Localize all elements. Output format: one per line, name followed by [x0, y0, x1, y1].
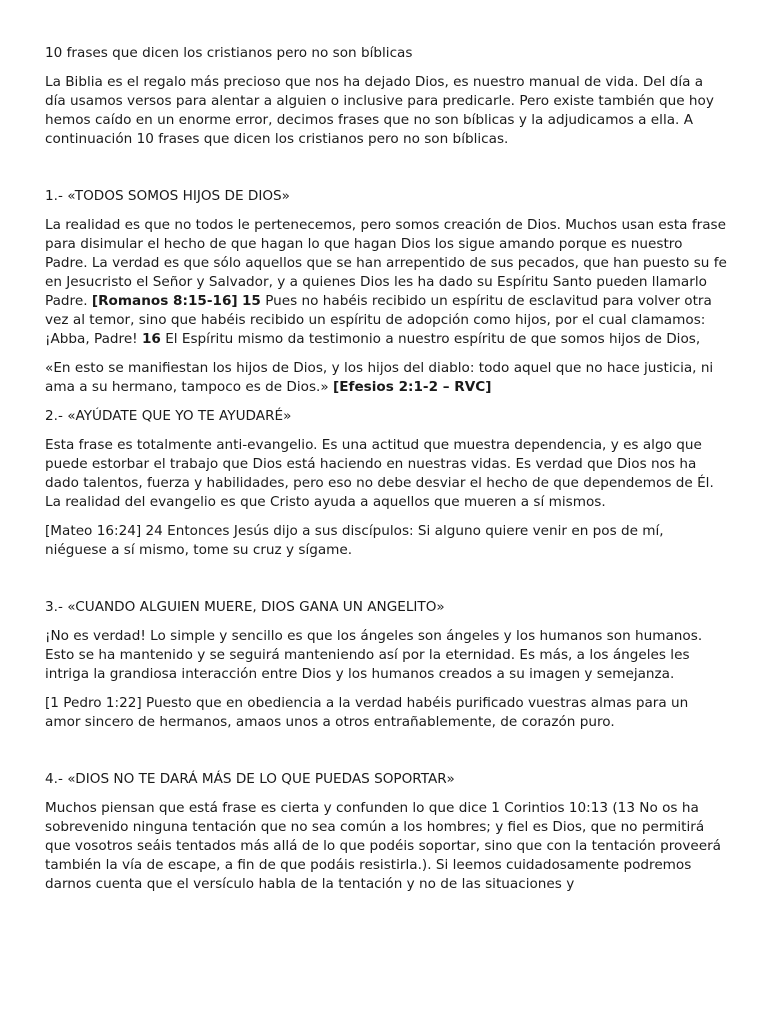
verse-16-text: El Espíritu mismo da testimonio a nuestro espíritu de que somos hijos de Dios,: [160, 331, 701, 347]
quote-text: «En esto se manifiestan los hijos de Dios, y los hijos del diablo: todo aquel que no hace justicia, ni ama a su hermano, tampoco es de Dios.»: [45, 360, 714, 395]
efesios-reference: [Efesios 2:1-2 – RVC]: [333, 379, 492, 395]
section-1-body-text: La realidad es que no todos le pertenecemos, pero somos creación de Dios. Muchos usan esta frase para disimular el hecho de que hagan lo que hagan Dios los sigue amando porque es nuestro Padre. La verdad es que sólo aquellos que se han arrepentido de sus pecados, que han puesto su fe en Jesucristo el Señor y Salvador, y a quienes Dios les ha dado su Espíritu Santo pueden llamarlo Padre.: [45, 217, 727, 309]
document-title: 10 frases que dicen los cristianos pero no son bíblicas: [45, 45, 413, 61]
romanos-reference: [Romanos 8:15-16]: [91, 293, 238, 309]
verse-15-text: Pues no habéis recibido un espíritu de esclavitud para volver otra vez al temor, sino que habéis recibido un espíritu de adopción como hijos, por el cual clamamos: ¡Abba, Padre!: [45, 293, 712, 347]
intro-paragraph: La Biblia es el regalo más precioso que nos ha dejado Dios, es nuestro manual de vida. Del día a día usamos versos para alentar a alguien o inclusive para predicarle. Pero existe también que hoy hemos caído en un enorme error, decimos frases que no son bíblicas y la adjudicamos a ella. A continuación 10 frases que dicen los cristianos pero no son bíblicas.: [45, 74, 714, 147]
section-2-verse: [Mateo 16:24] 24 Entonces Jesús dijo a sus discípulos: Si alguno quiere venir en pos de mí, niéguese a sí mismo, tome su cruz y sígame.: [45, 523, 664, 558]
verse-number-16: 16: [141, 331, 161, 347]
section-4-heading: 4.- «DIOS NO TE DARÁ MÁS DE LO QUE PUEDAS SOPORTAR»: [45, 771, 455, 787]
section-3-body: ¡No es verdad! Lo simple y sencillo es que los ángeles son ángeles y los humanos son humanos. Esto se ha mantenido y se seguirá manteniendo así por la eternidad. Es más, a los ángeles les intriga la grandiosa interacción entre Dios y los humanos creados a su imagen y semejanza.: [45, 628, 703, 682]
section-1-body: [45, 216, 728, 349]
section-1-quote: [45, 359, 728, 397]
section-2-heading: 2.- «AYÚDATE QUE YO TE AYUDARÉ»: [45, 408, 292, 424]
spacer: [45, 742, 728, 770]
section-4-body: Muchos piensan que está frase es cierta y confunden lo que dice 1 Corintios 10:13 (13 No os ha sobrevenido ninguna tentación que no sea común a los hombres; y fiel es Dios, que no permitirá que vosotros seáis tentados más allá de lo que podéis soportar, sino que con la tentación proveerá también la vía de escape, a fin de que podáis resistirla.). Si leemos cuidadosamente podremos darnos cuenta que el versículo habla de la tentación y no de las situaciones y: [45, 800, 722, 892]
spacer: [45, 570, 728, 598]
section-2-body: Esta frase es totalmente anti-evangelio. Es una actitud que muestra dependencia, y es algo que puede estorbar el trabajo que Dios está haciendo en nuestras vidas. Es verdad que Dios nos ha dado talentos, fuerza y habilidades, pero eso no debe desviar el hecho de que dependemos de Él. La realidad del evangelio es que Cristo ayuda a aquellos que mueren a sí mismos.: [45, 437, 714, 510]
section-3-verse: [1 Pedro 1:22] Puesto que en obediencia a la verdad habéis purificado vuestras almas para un amor sincero de hermanos, amaos unos a otros entrañablemente, de corazón puro.: [45, 695, 689, 730]
section-1-heading: 1.- «TODOS SOMOS HIJOS DE DIOS»: [45, 188, 290, 204]
spacer: [45, 159, 728, 187]
verse-number-15: 15: [241, 293, 261, 309]
section-3-heading: 3.- «CUANDO ALGUIEN MUERE, DIOS GANA UN ANGELITO»: [45, 599, 445, 615]
